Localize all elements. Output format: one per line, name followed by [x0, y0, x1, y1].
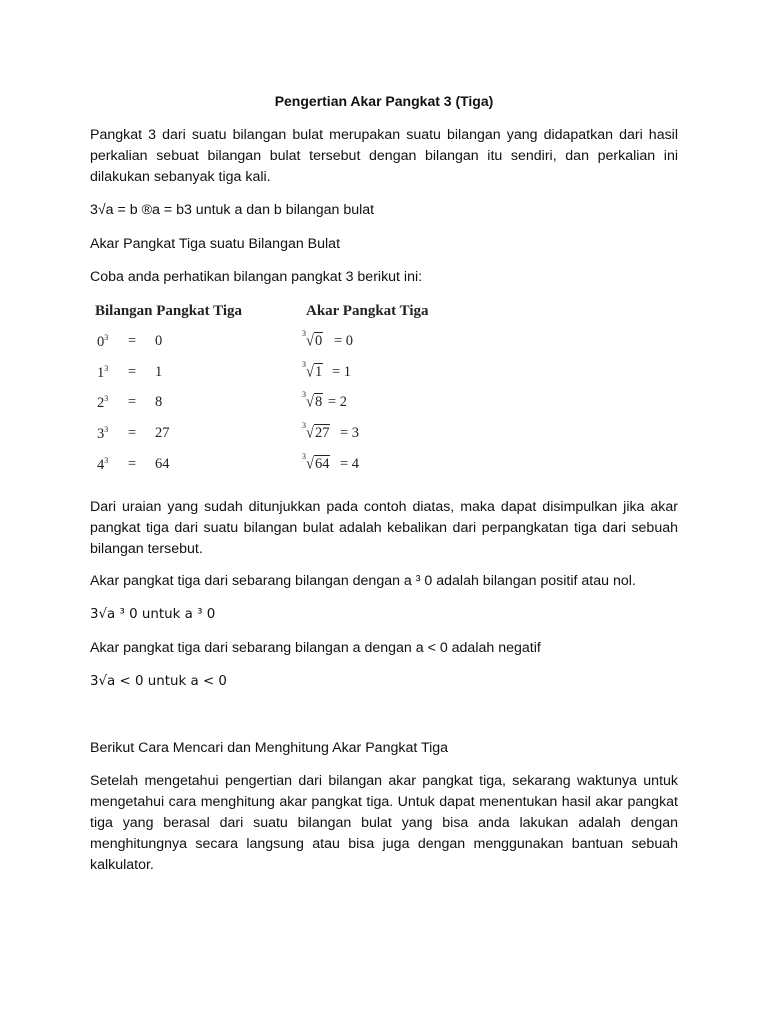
formula-definition: 3√a = b ®a = b3 untuk a dan b bilangan bulat	[90, 202, 375, 218]
table-header-right: Akar Pangkat Tiga	[306, 303, 429, 319]
exponent: 3	[104, 394, 109, 403]
equals: =	[128, 425, 137, 441]
equals: =	[128, 364, 137, 380]
exponent: 3	[104, 425, 109, 434]
base: 4	[97, 457, 105, 473]
subheading-cube-root-integer: Akar Pangkat Tiga suatu Bilangan Bulat	[90, 236, 341, 252]
page-title: Pengertian Akar Pangkat 3 (Tiga)	[274, 93, 494, 109]
root-value: = 3	[340, 425, 360, 441]
exponent: 3	[104, 333, 109, 342]
cube-result: 64	[155, 456, 170, 472]
equals: =	[128, 456, 137, 472]
cube-root: 3 √1	[302, 360, 323, 381]
formula-negative: 3√a < 0 untuk a < 0	[90, 674, 227, 689]
base: 0	[97, 334, 105, 350]
formula-positive: 3√a ³ 0 untuk a ³ 0	[90, 607, 216, 622]
cube-root: 3 √27	[302, 421, 330, 442]
method-paragraph: Setelah mengetahui pengertian dari bilangan akar pangkat tiga, sekarang waktunya untuk mengetahui cara menghitung akar pangkat tiga. Untuk dapat menentukan hasil akar pangkat tiga yang berasal dari suatu bilangan bulat yang bisa anda lakukan adalah dengan menghitungnya secara langsung atau bisa juga dengan menggunakan bantuan sebuah kalkulator.	[90, 773, 678, 873]
positive-rule: Akar pangkat tiga dari sebarang bilangan dengan a ³ 0 adalah bilangan positif atau nol.	[90, 573, 636, 589]
exponent: 3	[104, 456, 109, 465]
table-row	[95, 329, 455, 355]
negative-rule: Akar pangkat tiga dari sebarang bilangan a dengan a < 0 adalah negatif	[90, 640, 541, 656]
conclusion-paragraph: Dari uraian yang sudah ditunjukkan pada contoh diatas, maka dapat disimpulkan jika akar pangkat tiga dari suatu bilangan bulat adalah kebalikan dari perpangkatan tiga dari sebuah bilangan tersebut.	[90, 499, 678, 557]
root-value: = 4	[340, 456, 360, 472]
cube-result: 27	[155, 425, 170, 441]
cube-root: 3 √64	[302, 452, 330, 473]
cube-root: 3 √0	[302, 329, 323, 350]
root-value: = 1	[332, 364, 352, 380]
equals: =	[128, 333, 137, 349]
cube-result: 1	[155, 364, 163, 380]
table-row	[95, 390, 455, 416]
table-row	[95, 360, 455, 386]
intro-paragraph: Pangkat 3 dari suatu bilangan bulat merupakan suatu bilangan yang didapatkan dari hasil perkalian sebuat bilangan bulat tersebut dengan bilangan itu sendiri, dan perkalian ini dilakukan sebanyak tiga kali.	[90, 127, 678, 185]
equals: =	[128, 394, 137, 410]
exponent: 3	[104, 364, 109, 373]
base: 3	[97, 426, 105, 442]
root-value: = 0	[334, 333, 354, 349]
subheading-method: Berikut Cara Mencari dan Menghitung Akar Pangkat Tiga	[90, 740, 449, 756]
cube-root: 3 √8	[302, 390, 323, 411]
base: 1	[97, 365, 105, 381]
table-header-left: Bilangan Pangkat Tiga	[95, 303, 242, 319]
cube-table	[95, 303, 455, 483]
cube-result: 0	[155, 333, 163, 349]
base: 2	[97, 395, 105, 411]
table-row	[95, 452, 455, 478]
root-value: = 2	[328, 394, 348, 410]
cube-result: 8	[155, 394, 163, 410]
table-row	[95, 421, 455, 447]
observe-sentence: Coba anda perhatikan bilangan pangkat 3 berikut ini:	[90, 269, 423, 285]
